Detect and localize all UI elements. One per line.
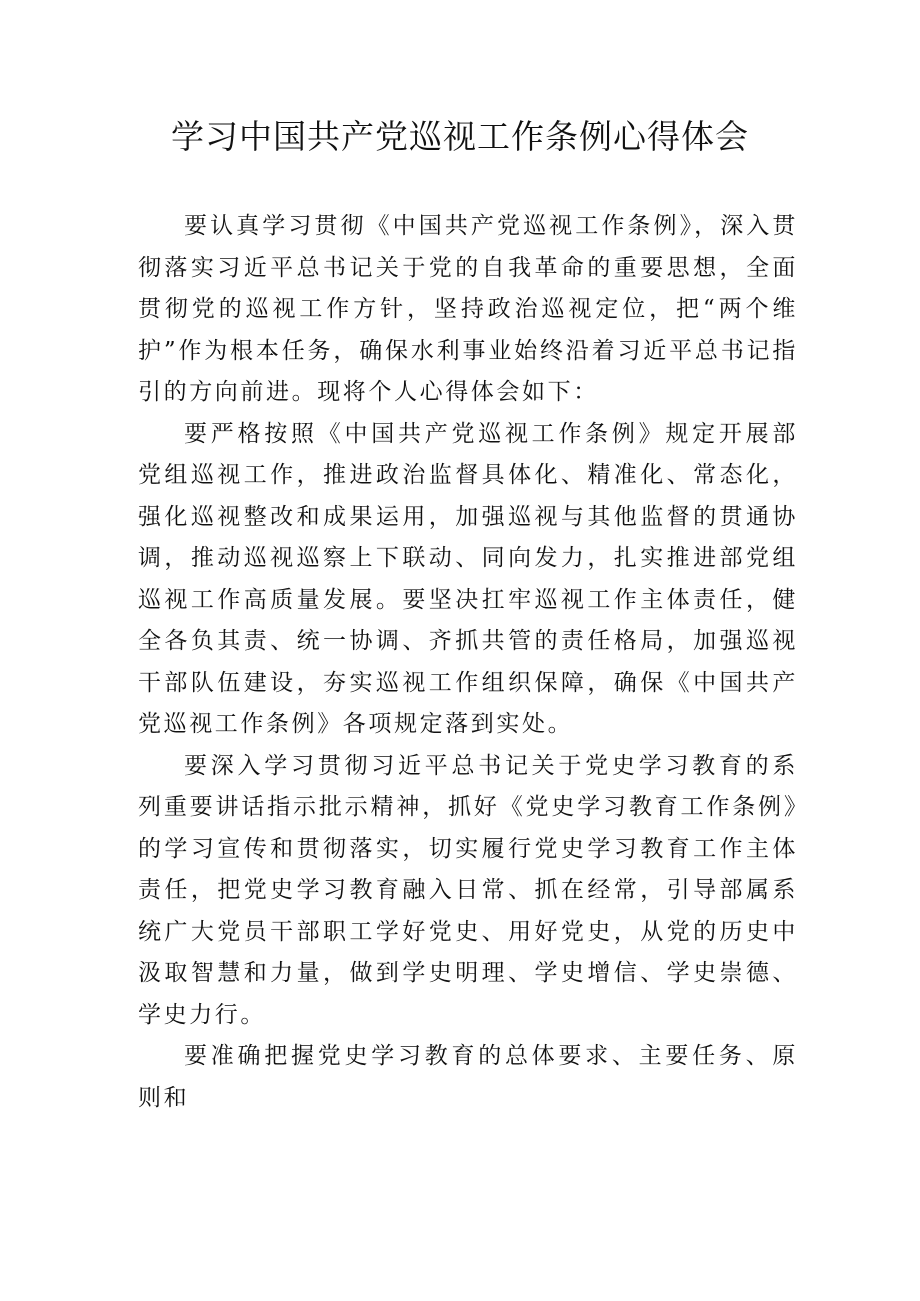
paragraph-2: 要严格按照《中国共产党巡视工作条例》规定开展部党组巡视工作，推进政治监督具体化、精准化、常态化，强化巡视整改和成果运用，加强巡视与其他监督的贯通协调，推动巡视巡察上下联动、同向发力，扎实推进部党组巡视工作高质量发展。要坚决扛牢巡视工作主体责任，健全各负其责、统一协调、齐抓共管的责任格局，加强巡视干部队伍建设，夯实巡视工作组织保障，确保《中国共产党巡视工作条例》各项规定落到实处。 bbox=[138, 420, 798, 737]
paragraph-1: 要认真学习贯彻《中国共产党巡视工作条例》，深入贯彻落实习近平总书记关于党的自我革命的重要思想，全面贯彻党的巡视工作方针，坚持政治巡视定位，把“两个维护”作为根本任务，确保水利事业始终沿着习近平总书记指引的方向前进。现将个人心得体会如下： bbox=[138, 213, 798, 405]
paragraph-4: 要准确把握党史学习教育的总体要求、主要任务、原则和 bbox=[138, 1043, 798, 1111]
document-body bbox=[138, 206, 798, 1119]
paragraph-3: 要深入学习贯彻习近平总书记关于党史学习教育的系列重要讲话指示批示精神，抓好《党史学习教育工作条例》的学习宣传和贯彻落实，切实履行党史学习教育工作主体责任，把党史学习教育融入日常、抓在经常，引导部属系统广大党员干部职工学好党史、用好党史，从党的历史中汲取智慧和力量，做到学史明理、学史增信、学史崇德、学史力行。 bbox=[138, 752, 798, 1028]
document-title: 学习中国共产党巡视工作条例心得体会 bbox=[171, 117, 749, 156]
